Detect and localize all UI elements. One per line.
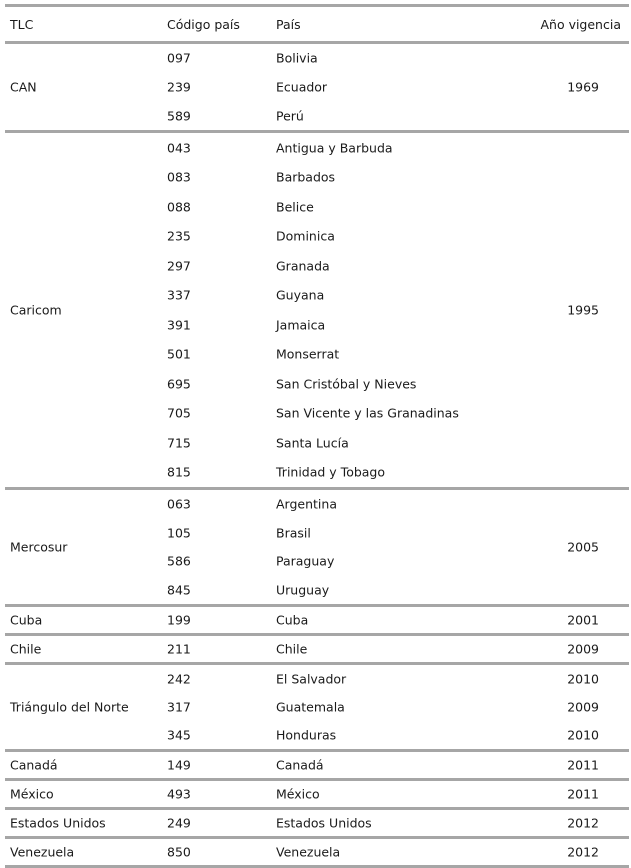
- country-name: Perú: [276, 108, 304, 124]
- country-name: Antigua y Barbuda: [276, 140, 393, 156]
- row-year: 2010: [567, 671, 599, 687]
- group-year: 2001: [567, 612, 599, 628]
- country-code: 043: [167, 140, 191, 156]
- country-code: 063: [167, 496, 191, 512]
- country-name: Cuba: [276, 612, 309, 628]
- group-tlc-name: Mercosur: [10, 539, 68, 555]
- row-year: 2009: [567, 699, 599, 715]
- country-code: 493: [167, 786, 191, 802]
- country-name: Monserrat: [276, 346, 340, 362]
- country-code: 845: [167, 582, 191, 598]
- tlc-group: [5, 44, 629, 130]
- country-code: 337: [167, 287, 191, 303]
- country-name: Paraguay: [276, 553, 335, 569]
- tlc-group: [5, 636, 629, 662]
- country-name: Jamaica: [276, 317, 326, 333]
- header-pais: País: [276, 17, 301, 32]
- group-year: 2011: [567, 757, 599, 773]
- group-year: 2012: [567, 844, 599, 860]
- country-name: Barbados: [276, 169, 336, 185]
- table-row: [5, 665, 629, 693]
- country-code: 297: [167, 258, 191, 274]
- country-name: Estados Unidos: [276, 815, 372, 831]
- country-code: 235: [167, 228, 191, 244]
- country-name: Granada: [276, 258, 330, 274]
- country-code: 705: [167, 405, 191, 421]
- country-code: 199: [167, 612, 191, 628]
- group-year: 2005: [567, 539, 599, 555]
- group-year: 2009: [567, 641, 599, 657]
- country-name: Venezuela: [276, 844, 341, 860]
- table-header: [5, 7, 629, 41]
- country-code: 815: [167, 464, 191, 480]
- country-name: San Cristóbal y Nieves: [276, 376, 417, 392]
- row-year: 2010: [567, 727, 599, 743]
- country-name: Honduras: [276, 727, 337, 743]
- table-row: [5, 607, 629, 633]
- country-name: Chile: [276, 641, 308, 657]
- table-row: [5, 810, 629, 836]
- country-name: Trinidad y Tobago: [276, 464, 386, 480]
- table-row: [5, 839, 629, 865]
- tlc-group: [5, 607, 629, 633]
- country-name: Brasil: [276, 525, 311, 541]
- table-row: [5, 547, 629, 576]
- group-year: 1969: [567, 79, 599, 95]
- country-code: 589: [167, 108, 191, 124]
- group-tlc-name: Canadá: [10, 757, 58, 773]
- country-code: 242: [167, 671, 191, 687]
- table-row: [5, 251, 629, 281]
- country-name: Dominica: [276, 228, 335, 244]
- table-row: [5, 519, 629, 548]
- group-tlc-name: CAN: [10, 79, 37, 95]
- group-year: 2012: [567, 815, 599, 831]
- country-name: San Vicente y las Granadinas: [276, 405, 459, 421]
- country-code: 391: [167, 317, 191, 333]
- group-year: 1995: [567, 302, 599, 318]
- header-codigo: Código país: [167, 17, 240, 32]
- table-row: [5, 101, 629, 130]
- country-code: 715: [167, 435, 191, 451]
- country-name: Santa Lucía: [276, 435, 349, 451]
- table-row: [5, 192, 629, 222]
- group-tlc-name: Chile: [10, 641, 42, 657]
- table-row: [5, 369, 629, 399]
- header-tlc: TLC: [10, 17, 34, 32]
- country-name: El Salvador: [276, 671, 347, 687]
- group-tlc-name: Cuba: [10, 612, 43, 628]
- country-code: 695: [167, 376, 191, 392]
- table-body: [5, 44, 629, 868]
- table-row: [5, 163, 629, 193]
- tlc-group: [5, 490, 629, 604]
- country-name: Argentina: [276, 496, 337, 512]
- country-name: Guatemala: [276, 699, 345, 715]
- group-tlc-name: Venezuela: [10, 844, 75, 860]
- table-row: [5, 222, 629, 252]
- tlc-group: [5, 810, 629, 836]
- country-code: 586: [167, 553, 191, 569]
- table-row: [5, 44, 629, 73]
- group-tlc-name: México: [10, 786, 54, 802]
- header-anio: Año vigencia: [540, 17, 621, 32]
- group-tlc-name: Triángulo del Norte: [10, 699, 129, 715]
- country-code: 249: [167, 815, 191, 831]
- table-row: [5, 693, 629, 721]
- country-code: 850: [167, 844, 191, 860]
- tlc-group: [5, 781, 629, 807]
- country-code: 105: [167, 525, 191, 541]
- group-year: 2011: [567, 786, 599, 802]
- country-code: 088: [167, 199, 191, 215]
- table-row: [5, 721, 629, 749]
- table-row: [5, 399, 629, 429]
- country-name: Ecuador: [276, 79, 328, 95]
- country-code: 501: [167, 346, 191, 362]
- table-row: [5, 636, 629, 662]
- tlc-table: [5, 4, 629, 868]
- country-name: Belice: [276, 199, 314, 215]
- country-code: 317: [167, 699, 191, 715]
- country-name: Bolivia: [276, 50, 318, 66]
- country-code: 097: [167, 50, 191, 66]
- country-name: México: [276, 786, 320, 802]
- table-row: [5, 340, 629, 370]
- country-name: Guyana: [276, 287, 325, 303]
- tlc-group: [5, 752, 629, 778]
- table-row: [5, 310, 629, 340]
- table-row: [5, 781, 629, 807]
- group-tlc-name: Estados Unidos: [10, 815, 106, 831]
- table-row: [5, 752, 629, 778]
- tlc-group: [5, 839, 629, 865]
- country-name: Canadá: [276, 757, 324, 773]
- group-tlc-name: Caricom: [10, 302, 62, 318]
- table-row: [5, 281, 629, 311]
- table-row: [5, 490, 629, 519]
- tlc-group: [5, 665, 629, 749]
- table-row: [5, 73, 629, 102]
- table-row: [5, 458, 629, 488]
- country-code: 211: [167, 641, 191, 657]
- table-row: [5, 576, 629, 605]
- table-row: [5, 133, 629, 163]
- country-code: 345: [167, 727, 191, 743]
- country-code: 239: [167, 79, 191, 95]
- table-row: [5, 428, 629, 458]
- tlc-group: [5, 133, 629, 487]
- country-code: 083: [167, 169, 191, 185]
- country-name: Uruguay: [276, 582, 330, 598]
- country-code: 149: [167, 757, 191, 773]
